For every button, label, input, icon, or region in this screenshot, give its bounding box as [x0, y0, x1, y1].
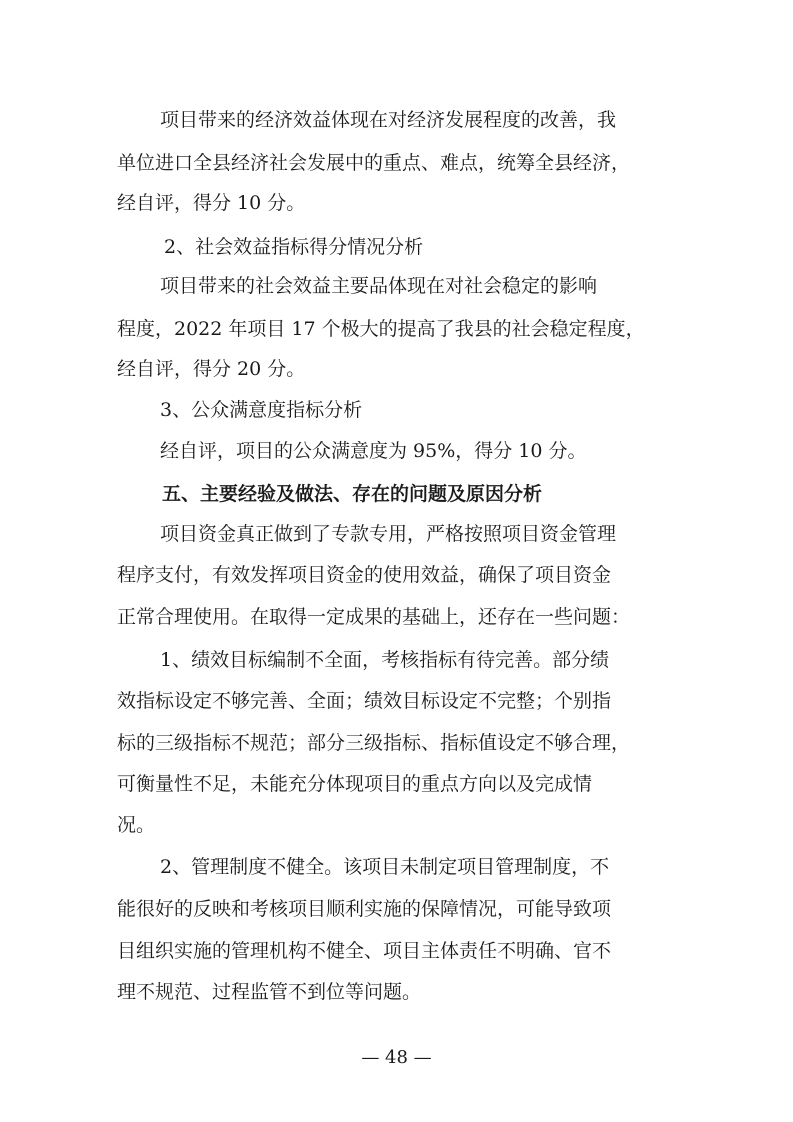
body-line: 经自评，得分 20 分。: [117, 358, 306, 380]
body-line: 项目带来的社会效益主要品体现在对社会稳定的影响: [160, 275, 598, 297]
section-subheading: 3、公众满意度指标分析: [160, 399, 363, 421]
body-line: 正常合理使用。在取得一定成果的基础上，还存在一些问题：: [117, 606, 631, 628]
body-line: 单位进口全县经济社会发展中的重点、难点，统筹全县经济，: [117, 152, 631, 174]
body-line: 项目带来的经济效益体现在对经济发展程度的改善，我: [160, 109, 617, 131]
body-line: 可衡量性不足，未能充分体现项目的重点方向以及完成情: [117, 773, 593, 795]
page-number: — 48 —: [361, 1047, 432, 1068]
body-line: 程序支付，有效发挥项目资金的使用效益，确保了项目资金: [117, 564, 612, 586]
section-heading: 五、主要经验及做法、存在的问题及原因分析: [162, 483, 543, 505]
body-line: 2、管理制度不健全。该项目未制定项目管理制度，不: [160, 856, 610, 878]
body-line: 理不规范、过程监管不到位等问题。: [117, 981, 422, 1003]
body-line: 经自评，得分 10 分。: [117, 192, 306, 214]
body-line: 目组织实施的管理机构不健全、项目主体责任不明确、官不: [117, 940, 612, 962]
body-line: 标的三级指标不规范；部分三级指标、指标值设定不够合理，: [117, 732, 631, 754]
body-line: 项目资金真正做到了专款专用，严格按照项目资金管理: [160, 523, 617, 545]
body-line: 能很好的反映和考核项目顺利实施的保障情况，可能导致项: [117, 898, 612, 920]
body-line: 经自评，项目的公众满意度为 95%，得分 10 分。: [160, 440, 587, 462]
body-line: 效指标设定不够完善、全面；绩效目标设定不完整；个别指: [117, 690, 612, 712]
body-line: 1、绩效目标编制不全面，考核指标有待完善。部分绩: [160, 649, 610, 671]
section-subheading: 2、社会效益指标得分情况分析: [164, 236, 424, 258]
body-line: 况。: [117, 814, 156, 836]
body-line: 程度，2022 年项目 17 个极大的提高了我县的社会稳定程度，: [117, 318, 645, 340]
